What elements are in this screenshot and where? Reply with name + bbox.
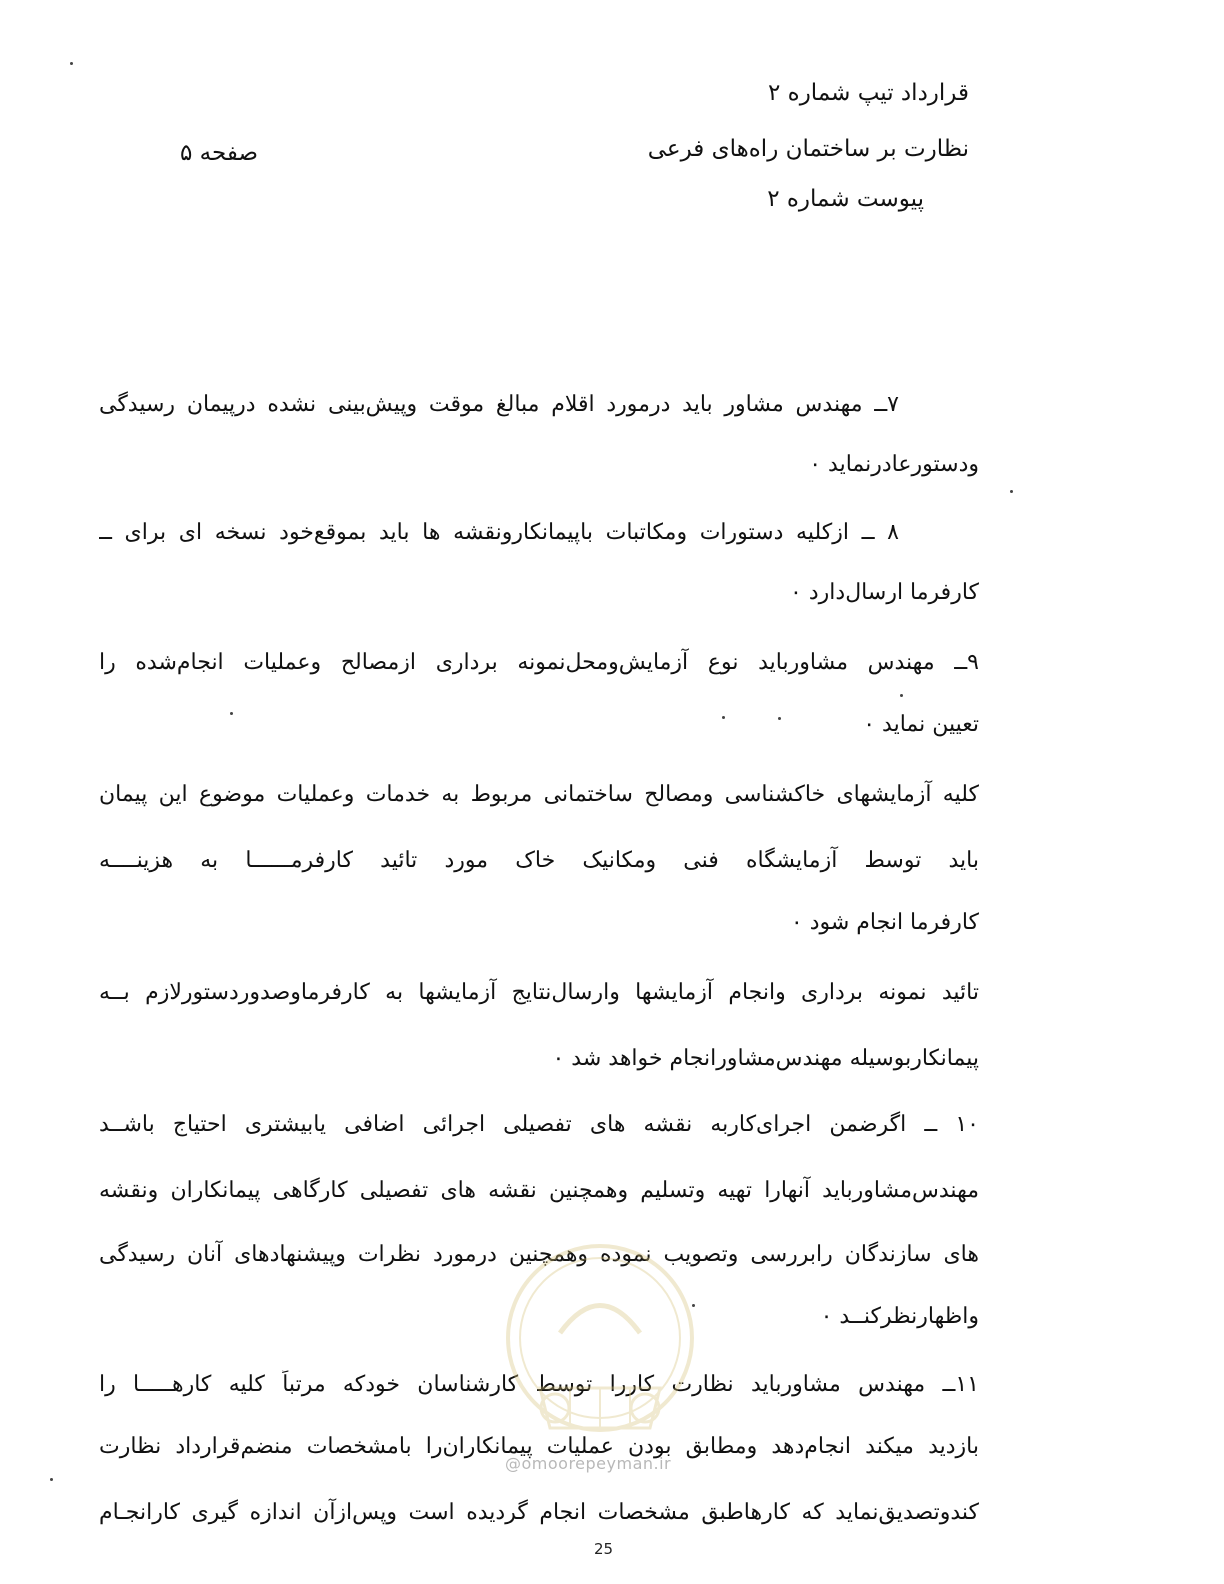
clause-9-line-1: ۹ــ مهندس مشاورباید نوع آزمایش‌ومحل‌نمونه برداری ازمصالح وعملیات انجام‌شده را <box>99 650 979 675</box>
clause-8-line-1: ۸ ــ ازکلیه دستورات ومکاتبات باپیمانکارونقشه ها باید بموقع‌خود نسخه ای برای ــ <box>99 520 899 545</box>
scan-speck <box>1010 490 1013 493</box>
approval-line-1: تائید نمونه برداری وانجام آزمایشها وارسال‌نتایج آزمایشها به کارفرماوصدوردستورلازم بــه <box>99 980 979 1005</box>
clause-11-line-2: بازدید میکند انجام‌دهد ومطابق بودن عملیات پیمانکاران‌را بامشخصات منضم‌قرارداد نظارت <box>99 1434 979 1459</box>
watermark-logo <box>500 1238 700 1458</box>
scan-speck <box>778 717 781 720</box>
clause-10-line-2: مهندس‌مشاورباید آنهارا تهیه وتسلیم وهمچنین نقشه های تفصیلی کارگاهی پیمانکاران ونقشه <box>99 1178 979 1203</box>
tests-line-1: کلیه آزمایشهای خاکشناسی ومصالح ساختمانی مربوط به خدمات وعملیات موضوع این پیمان <box>99 782 979 807</box>
scan-speck <box>230 712 233 715</box>
clause-11-line-3: کندوتصدیق‌نماید که کارهاطبق مشخصات انجام گردیده است وپس‌ازآن اندازه گیری کارانجـام <box>99 1500 979 1525</box>
appendix-heading: پیوست شماره ۲ <box>767 186 924 212</box>
tests-line-3: کارفرما انجام شود ۰ <box>790 910 979 935</box>
scan-speck <box>692 1304 695 1307</box>
scan-speck <box>722 716 725 719</box>
page-number: 25 <box>594 1540 614 1558</box>
clause-7-line-2: ودستورعادرنماید ۰ <box>809 452 979 477</box>
clause-11-line-1: ۱۱ــ مهندس مشاورباید نظارت کاررا توسط کارشناسان خودکه مرتباً کلیه کارهـــــا را <box>99 1372 979 1397</box>
contract-subject-heading: نظارت بر ساختمان راه‌های فرعی <box>647 136 969 162</box>
contract-type-heading: قرارداد تیپ شماره ۲ <box>767 80 969 106</box>
clause-8-line-2: کارفرما ارسال‌دارد ۰ <box>790 580 979 605</box>
clause-10-line-4: واظهارنظرکنــد ۰ <box>820 1304 979 1329</box>
clause-9-line-2: تعیین نماید ۰ <box>863 712 979 737</box>
clause-10-line-1: ۱۰ ــ اگرضمن اجرای‌کاربه نقشه های تفصیلی اجرائی اضافی یابیشتری احتیاج باشــد <box>99 1112 979 1137</box>
scan-speck <box>900 694 903 697</box>
clause-7-line-1: ۷ــ مهندس مشاور باید درمورد اقلام مبالغ موقت وپیش‌بینی نشده درپیمان رسیدگی <box>99 392 899 417</box>
scan-speck <box>70 62 73 65</box>
watermark-site: @omoorepeyman.ir <box>505 1454 672 1473</box>
scan-speck <box>50 1478 53 1481</box>
tests-line-2: باید توسط آزمایشگاه فنی ومکانیک خاک مورد تائید کارفرمــــــا به هزینــــه <box>99 848 979 873</box>
page-label: صفحه ۵ <box>180 140 259 166</box>
clause-10-line-3: های سازندگان رابررسی وتصویب نموده وهمچنین درمورد نظرات وپیشنهادهای آنان رسیدگی <box>99 1242 979 1267</box>
approval-line-2: پیمانکاربوسیله مهندس‌مشاورانجام خواهد شد ۰ <box>552 1046 979 1071</box>
